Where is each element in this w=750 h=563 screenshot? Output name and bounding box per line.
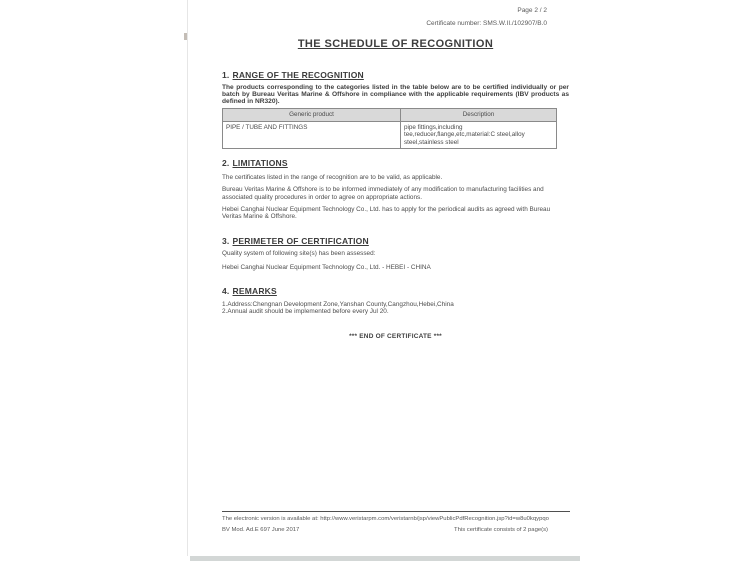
scan-bottom-strip-artifact <box>190 556 580 561</box>
section-1-number: 1. <box>222 70 230 80</box>
form-reference: BV Mod. Ad.E 697 June 2017 <box>222 527 300 533</box>
remark-line: 2.Annual audit should be implemented before every Jul 20. <box>222 307 389 315</box>
page-number: Page 2 / 2 <box>517 7 547 14</box>
footer-bottom-row <box>222 527 570 534</box>
section-3-title: PERIMETER OF CERTIFICATION <box>232 236 369 247</box>
section-1-heading <box>222 70 569 80</box>
section-2-paragraph: Hebei Canghai Nuclear Equipment Technology Co., Ltd. has to apply for the periodical audits as agreed with Bureau Veritas Marine & Offshore. <box>222 205 551 220</box>
description-cell: pipe fittings,including tee,reducer,flange,etc,material:C steel,alloy steel,stainless steel <box>401 121 557 149</box>
page-count-note: This certificate consists of 2 page(s) <box>454 527 548 533</box>
section-4-number: 4. <box>222 285 230 296</box>
table-header-row <box>223 108 557 121</box>
generic-product-cell: PIPE / TUBE AND FITTINGS <box>223 121 401 149</box>
table-header-description: Description <box>401 108 557 121</box>
section-4-heading <box>222 286 569 296</box>
scan-tick-artifact <box>184 33 187 40</box>
footer-divider <box>222 511 570 512</box>
section-3-paragraph: Quality system of following site(s) has been assessed: <box>222 250 376 258</box>
electronic-version-note: The electronic version is available at: http://www.veristarpm.com/veristarnb/jsp/viewPublicPdfRecognition.jsp?id=w8u0kqypqo <box>222 516 549 522</box>
section-2-number: 2. <box>222 158 230 169</box>
document-footer <box>222 511 570 534</box>
table-row <box>223 121 557 149</box>
document-content <box>222 0 569 340</box>
recognition-table <box>222 108 557 150</box>
section-2-paragraph: Bureau Veritas Marine & Offshore is to be informed immediately of any modification to manufacturing facilities and associated quality procedures in order to agree on appropriate actions. <box>222 186 544 201</box>
section-3-paragraph: Hebei Canghai Nuclear Equipment Technology Co., Ltd. - HEBEI - CHINA <box>222 264 431 272</box>
scan-edge-artifact <box>187 0 188 556</box>
document-title <box>222 38 569 51</box>
section-3-heading <box>222 236 569 246</box>
certificate-number: Certificate number: SMS.W.II./102907/B.0 <box>426 20 547 27</box>
section-4-title: REMARKS <box>232 285 277 296</box>
section-2-paragraph: The certificates listed in the range of recognition are to be valid, as applicable. <box>222 174 443 182</box>
document-header <box>222 7 569 28</box>
end-of-certificate-marker: *** END OF CERTIFICATE *** <box>349 332 442 340</box>
section-2-title: LIMITATIONS <box>232 158 288 169</box>
remark-line: 1.Address:Chengnan Development Zone,Yanshan County,Cangzhou,Hebei,China <box>222 300 454 308</box>
document-title-text: THE SCHEDULE OF RECOGNITION <box>297 38 494 50</box>
table-header-generic-product: Generic product <box>223 108 401 121</box>
section-3-number: 3. <box>222 236 230 247</box>
section-2-heading <box>222 158 569 168</box>
section-1-intro: The products corresponding to the categories listed in the table below are to be certified individually or per batch by Bureau Veritas Marine & Offshore in compliance with the applicable requirements (IBV products as defined in NR320). <box>222 84 569 106</box>
section-4-remarks <box>222 301 569 315</box>
section-1-title: RANGE OF THE RECOGNITION <box>232 70 364 80</box>
